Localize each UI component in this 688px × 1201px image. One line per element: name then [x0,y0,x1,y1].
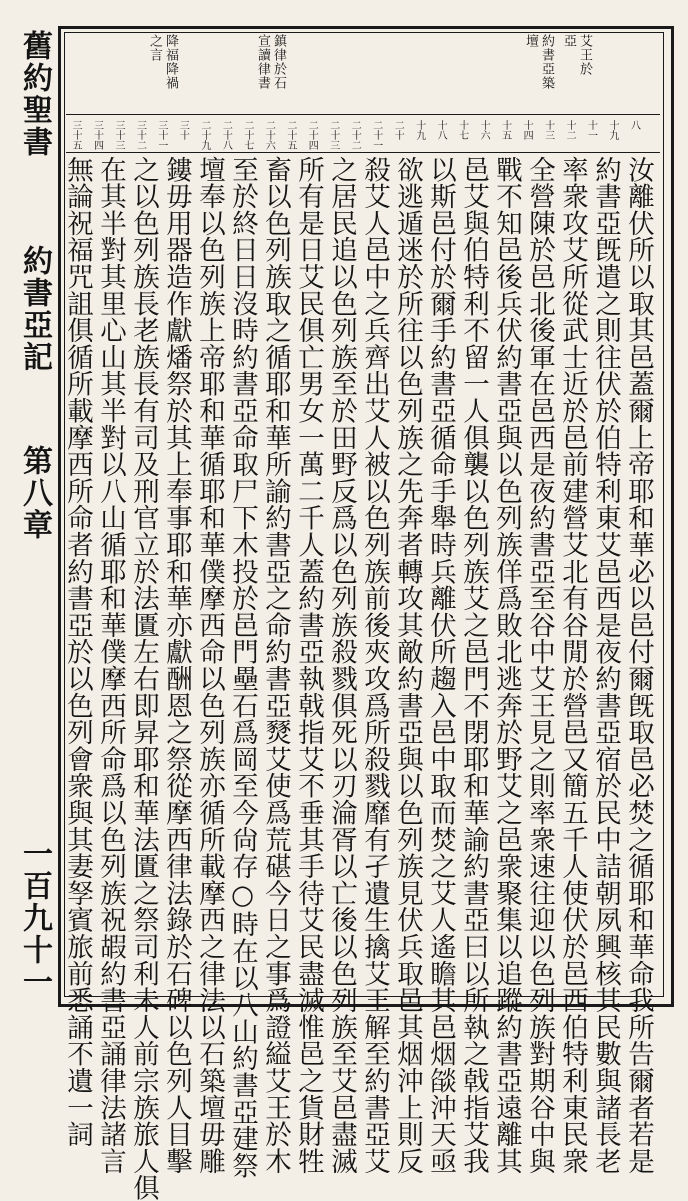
verse-number: 二十九 [198,120,210,150]
text-column: 戰不知邑後兵伏約書亞與以色列族佯爲敗北逃奔於野艾之邑衆聚集以追蹤約書亞遠離其 [491,156,522,1175]
topic-note: 鎮律於石 [271,34,286,90]
topic-note: 約書亞築 [539,34,554,90]
text-column: 所有是日艾民俱亡男女一萬二千人蓋約書亞執戟指艾不垂其手待艾民盡滅惟邑之貨財牲 [293,156,324,1175]
verse-number: 十一 [585,120,597,140]
verse-number: 二十 [392,120,404,140]
scripture-text [62,156,660,1201]
verse-number: 八 [628,120,640,130]
text-column: 欲逃遁迷於所往以色列族之先奔者轉攻其敵約書亞與以色列族見伏兵取邑其烟沖上則反 [392,156,423,1175]
verse-number: 十二 [564,120,576,140]
verse-number: 二十五 [284,120,296,150]
verse-number: 三十三 [112,120,124,150]
topic-note: 艾王於 [577,34,592,76]
verse-number: 十六 [478,120,490,140]
verse-number: 二十一 [370,120,382,150]
text-column: 壇奉以色列族上帝耶和華循耶和華僕摩西命以色列族亦循所載摩西之律法以石築壇毋雕 [194,156,225,1175]
section-title: 約書亞記 [17,245,52,373]
verse-number: 三十一 [155,120,167,150]
verse-number: 二十八 [220,120,232,150]
text-column: 汝離伏所以取其邑蓋爾上帝耶和華必以邑付爾旣取邑必焚之循耶和華命我所告爾者若是 [623,156,654,1175]
text-column: 全營陳於邑北後軍在邑西是夜約書亞至谷中艾王見之則率衆速往迎以色列族對期谷中與 [524,156,555,1175]
verse-number: 三十 [177,120,189,140]
topic-note: 宣讀律書 [255,34,270,90]
text-column: 畜以色列族取之循耶和華所諭約書亞之命約書亞燹艾使爲荒碪今日之事爲證縊艾王於木 [260,156,291,1175]
chapter-heading: 第八章 [17,445,52,541]
verse-number: 十七 [456,120,468,140]
topic-note: 亞 [561,34,576,48]
text-column: 在其半對其里心山其半對以八山循耶和華僕摩西所命爲以色列族祝嘏約書亞誦律法諸言 [95,156,126,1175]
verse-rule [66,152,660,153]
verse-number: 十四 [521,120,533,140]
text-column: 殺艾人邑中之兵齊出艾人被以色列族前後夾攻爲所殺戮靡有孑遺生擒艾王解至約書亞艾 [359,156,390,1175]
text-column: 以斯邑付於爾手約書亞循命手舉時兵離伏所趨入邑中取而焚之艾人遙瞻其邑烟燄沖天亟 [425,156,456,1175]
verse-number-band [66,116,660,152]
verse-number: 十九 [413,120,425,140]
text-column: 至於終日日沒時約書亞命取尸下木投於邑門壘石爲岡至今尙存○時在以八山約書亞建祭 [227,156,258,1179]
verse-number: 三十五 [70,120,81,150]
page-number: 一百九十一 [17,838,52,998]
verse-number: 二十四 [306,120,318,150]
text-column: 約書亞旣遣之則往伏於伯特利東艾邑西是夜約書亞宿於民中詰朝夙興核其民數與諸長老 [590,156,621,1175]
verse-number: 二十七 [241,120,253,150]
text-column: 率衆攻艾所從武士近於邑前建營艾北有谷閒於營邑又簡五千人使伏於邑西伯特利東民衆 [557,156,588,1175]
verse-number: 十八 [435,120,447,140]
book-title: 舊約聖書 [17,30,52,158]
verse-number: 十五 [499,120,511,140]
verse-number: 二十二 [349,120,361,150]
topic-notes [66,34,660,114]
text-column: 之居民追以色列族至於田野反爲以色列族殺戮俱死以刃淪胥以亡後以色列族至艾邑盡滅 [326,156,357,1175]
text-column: 無論祝福咒詛俱循所載摩西所命者約書亞於以色列會衆與其妻孥賓旅前悉誦不遺一詞 [62,156,93,1148]
verse-number: 十三 [542,120,554,140]
topic-note: 壇 [523,34,538,48]
verse-number: 二十三 [327,120,339,150]
text-column: 鏤毋用器造作獻燔祭於其上奉事耶和華亦獻酬恩之祭從摩西律法錄於石碑以色列人目擊 [161,156,192,1175]
verse-number: 三十二 [134,120,146,150]
verse-number: 三十四 [91,120,103,150]
verse-number: 二十六 [263,120,275,150]
topic-note: 之言 [147,34,162,62]
running-header [8,30,52,1005]
header-rule [66,114,660,115]
topic-note: 降福降禍 [163,34,178,90]
text-column: 邑艾與伯特利不留一人俱襲以色列族艾之邑門不閉耶和華諭約書亞曰以所執之戟指艾我 [458,156,489,1175]
verse-number: 十九 [607,120,619,140]
text-column: 之以色列族長老族長有司及刑官立於法匱左右即昇耶和華法匱之祭司利未人前宗族旅人俱 [128,156,159,1201]
